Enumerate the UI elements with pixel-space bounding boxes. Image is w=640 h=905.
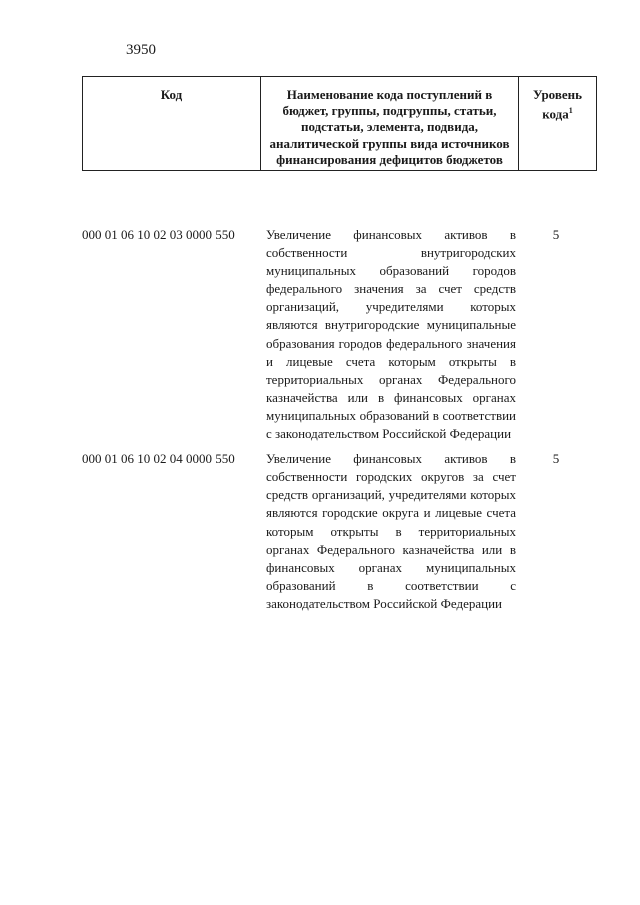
classification-entries [82,226,596,620]
header-level-label: Уровень кода [532,87,583,122]
header-code-label: Код [160,87,183,102]
footnote-marker: 1 [568,106,573,116]
page-number: 3950 [126,42,156,58]
row-code: 000 01 06 10 02 03 0000 550 [82,227,235,242]
header-row [83,77,597,171]
row-description: Увеличение финансовых активов в собственности городских округов за счет средств организаций, учредителями которых являются городские округа и лицевые счета которым открыты в территориальных органах Федерального казначейства или в финансовых органах муниципальных образований в соответствии с законодательством Российской Федерации [266,451,516,611]
classification-table-header [82,76,597,171]
header-code [83,77,261,171]
row-code: 000 01 06 10 02 04 0000 550 [82,451,235,467]
row-description: Увеличение финансовых активов в собственности внутригородских муниципальных образований городов федерального значения за счет средств организаций, учредителями которых являются внутригородские муниципальные образования городов федерального значения и лицевые счета которым открыты в территориальных органах Федерального казначейства или в финансовых органах муниципальных образований в соответствии с законодательством Российской Федерации [266,227,516,442]
header-name [261,77,519,171]
table-row [82,450,596,613]
row-level: 5 [552,451,560,467]
header-name-label: Наименование кода поступлений в бюджет, группы, подгруппы, статьи, подстатьи, элемента, подвида, аналитической группы вида источников финансирования дефицитов бюджетов [269,87,510,167]
row-level: 5 [552,227,560,242]
header-level [519,77,597,171]
table-row [82,226,596,443]
